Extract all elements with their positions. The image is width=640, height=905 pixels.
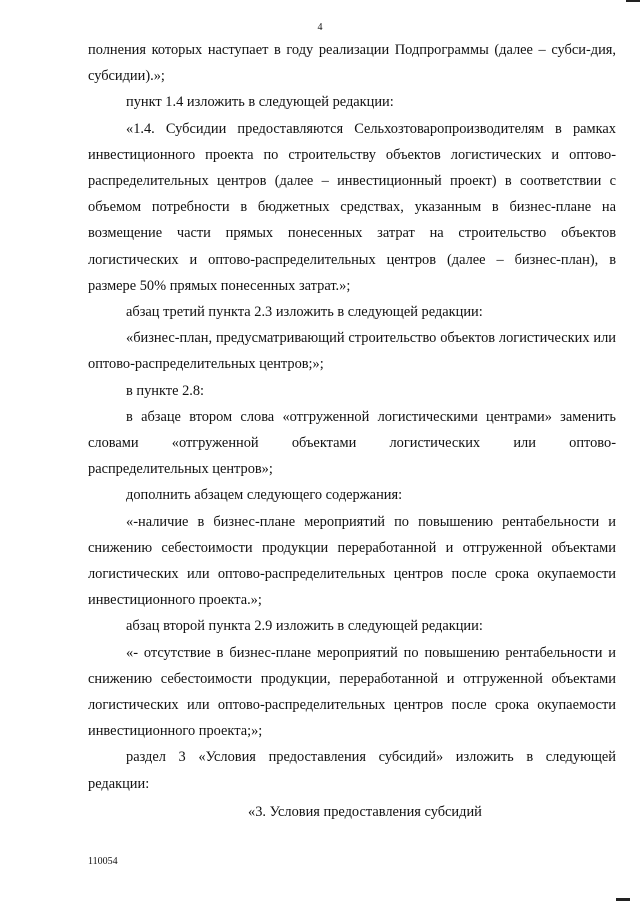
scan-mark-bottom bbox=[616, 898, 630, 901]
paragraph-10: абзац второй пункта 2.9 изложить в следующей редакции: bbox=[126, 618, 483, 635]
paragraph-3: «1.4. Субсидии предоставляются Сельхозтоваропроизводителям в рамках инвестиционного проекта по строительству объектов логистических и оптово-распределительных центров (далее – инвестиционный проект) в соответствии с объемом потребности в бюджетных средствах, указанным в бизнес-плане на возмещение части прямых понесенных затрат на строительство объектов логистических и оптово-распределительных центров (далее – бизнес-план), в размере 50% прямых понесенных затрат.»; bbox=[88, 120, 616, 294]
paragraph-6: в пункте 2.8: bbox=[126, 382, 205, 399]
paragraph-9: «-наличие в бизнес-плане мероприятий по повышению рентабельности и снижению себестоимости продукции переработанной и отгруженной объектами логистических или оптово-распределительных центров после срока окупаемости инвестиционного проекта.»; bbox=[88, 513, 616, 609]
paragraph-2: пункт 1.4 изложить в следующей редакции: bbox=[126, 94, 394, 111]
paragraph-1: полнения которых наступает в году реализации Подпрограммы (далее – субси-дия, субсидии).»; bbox=[88, 42, 616, 85]
paragraph-5: «бизнес-план, предусматривающий строительство объектов логистических или оптово-распределительных центров;»; bbox=[88, 330, 616, 373]
paragraph-7-end: распределительных центров»; bbox=[88, 461, 273, 478]
scan-mark-top bbox=[626, 0, 640, 2]
page-number: 4 bbox=[317, 22, 323, 33]
section-heading: «3. Условия предоставления субсидий bbox=[248, 803, 482, 820]
paragraph-7: в абзаце втором слова «отгруженной логистическими центрами» заменить bbox=[126, 408, 616, 425]
paragraph-11: «- отсутствие в бизнес-плане мероприятий по повышению рентабельности и снижению себестоимости продукции, переработанной и отгруженной объектами логистических или оптово-распределительных центров после срока окупаемости инвестиционного проекта;»; bbox=[88, 644, 616, 740]
paragraph-7-continued: словами «отгруженной объектами логистических или оптово- bbox=[88, 435, 616, 452]
paragraph-4: абзац третий пункта 2.3 изложить в следующей редакции: bbox=[126, 304, 483, 321]
paragraph-8: дополнить абзацем следующего содержания: bbox=[126, 487, 403, 504]
document-code: 110054 bbox=[88, 856, 118, 867]
paragraph-12: раздел 3 «Условия предоставления субсидий» изложить в следующей редакции: bbox=[88, 749, 616, 792]
body-text bbox=[88, 37, 616, 825]
